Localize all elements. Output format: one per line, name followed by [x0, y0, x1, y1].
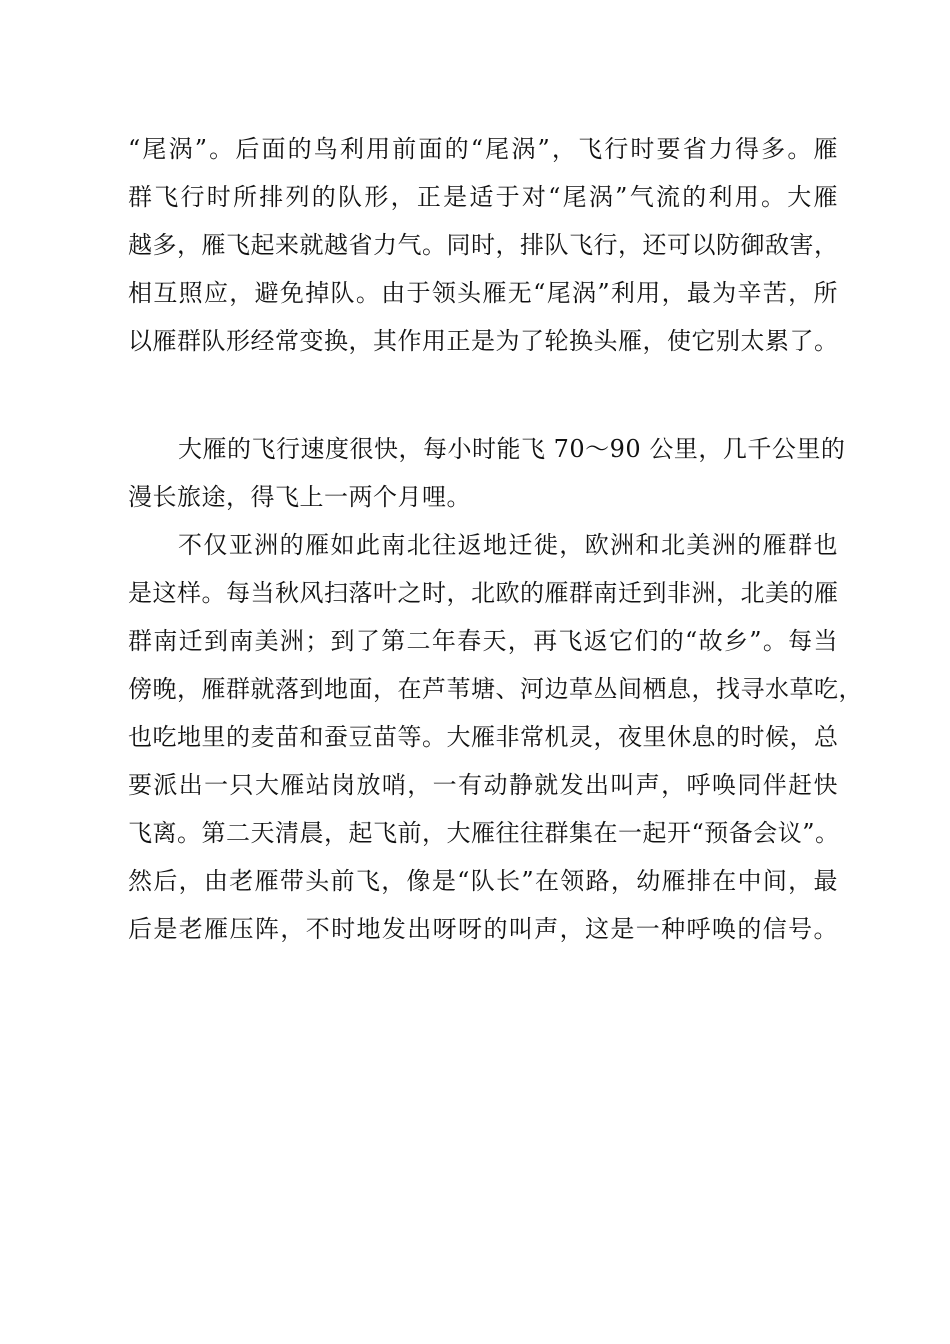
paragraph-wake-vortex [128, 125, 838, 365]
text-line: 傍晚，雁群就落到地面，在芦苇塘、河边草丛间栖息，找寻水草吃， [128, 675, 863, 703]
text-line: 大雁的飞行速度很快，每小时能飞 70～90 公里，几千公里的 [178, 435, 846, 463]
text-line: 后是老雁压阵，不时地发出呀呀的叫声，这是一种呼唤的信号。 [128, 915, 838, 943]
text-line: 相互照应，避免掉队。由于领头雁无“尾涡”利用，最为辛苦，所 [128, 279, 838, 307]
text-line: “尾涡”。后面的鸟利用前面的“尾涡”，飞行时要省力得多。雁 [128, 135, 838, 163]
text-line: 漫长旅途，得飞上一两个月哩。 [128, 483, 471, 511]
text-line: 也吃地里的麦苗和蚕豆苗等。大雁非常机灵，夜里休息的时候，总 [128, 723, 839, 751]
text-line: 群南迁到南美洲；到了第二年春天，再飞返它们的“故乡”。每当 [128, 627, 838, 655]
text-line: 然后，由老雁带头前飞，像是“队长”在领路，幼雁排在中间，最 [128, 867, 838, 895]
text-line: 群飞行时所排列的队形，正是适于对“尾涡”气流的利用。大雁 [128, 183, 838, 211]
text-line: 以雁群队形经常变换，其作用正是为了轮换头雁，使它别太累了。 [128, 327, 839, 355]
text-line: 是这样。每当秋风扫落叶之时，北欧的雁群南迁到非洲，北美的雁 [128, 579, 839, 607]
paragraph-migration [128, 521, 863, 953]
text-line: 要派出一只大雁站岗放哨，一有动静就发出叫声，呼唤同伴赶快 [128, 771, 838, 799]
text-line: 飞离。第二天清晨，起飞前，大雁往往群集在一起开“预备会议”。 [128, 819, 840, 847]
paragraph-flight-speed [128, 425, 846, 521]
text-line: 越多，雁飞起来就越省力气。同时，排队飞行，还可以防御敌害， [128, 231, 839, 259]
text-line: 不仅亚洲的雁如此南北往返地迁徙，欧洲和北美洲的雁群也 [178, 531, 838, 559]
